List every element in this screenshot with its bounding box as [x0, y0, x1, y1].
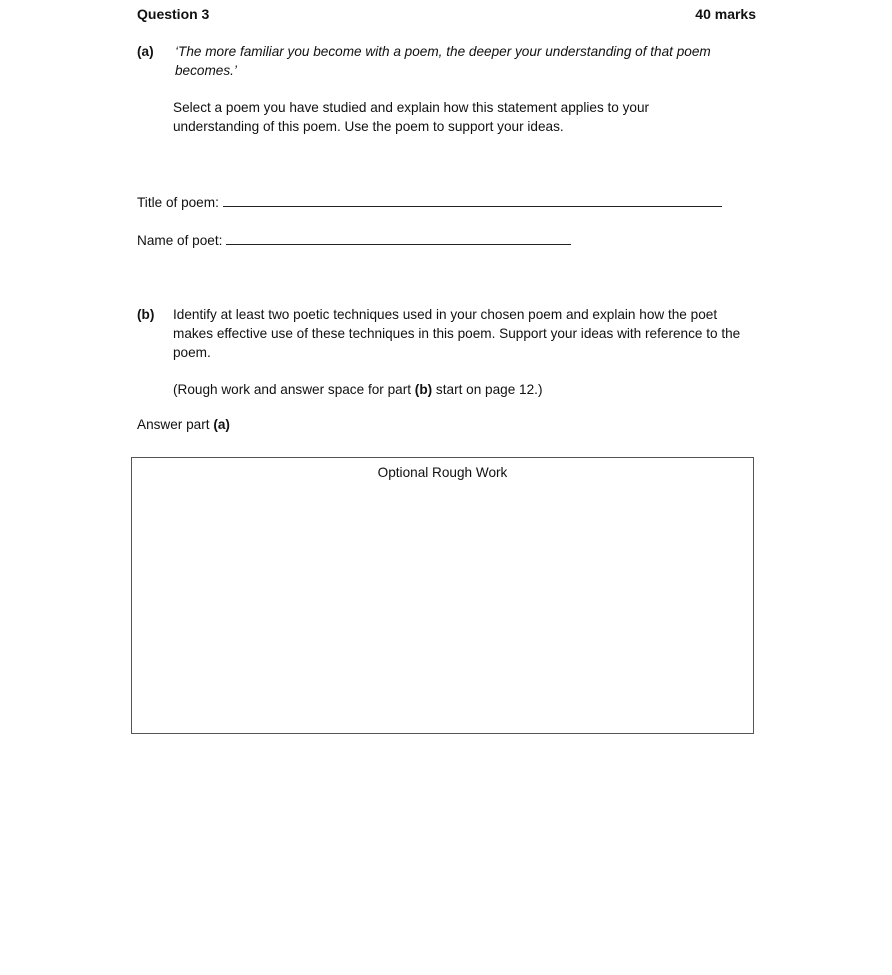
- name-of-poet-field[interactable]: [226, 230, 571, 245]
- part-b-label: (b): [137, 307, 155, 322]
- rough-work-box[interactable]: [131, 457, 754, 734]
- part-b-note: [173, 380, 543, 399]
- part-b-question: Identify at least two poetic techniques used in your chosen poem and explain how the poet makes effective use of these techniques in this poem. Support your ideas with reference to the poem.: [173, 307, 741, 360]
- part-b-note-prefix: (Rough work and answer space for part: [173, 382, 415, 397]
- title-of-poem-field[interactable]: [223, 192, 722, 207]
- title-of-poem-label: Title of poem:: [137, 195, 219, 210]
- answer-part-prefix: Answer part: [137, 417, 214, 432]
- part-a-label: (a): [137, 44, 154, 59]
- name-of-poet-row: [137, 230, 571, 250]
- name-of-poet-label: Name of poet:: [137, 233, 223, 248]
- title-of-poem-row: [137, 192, 722, 212]
- part-a-quote: ‘The more familiar you become with a poem, the deeper your understanding of that poem becomes.’: [175, 44, 711, 78]
- part-b-note-suffix: start on page 12.): [432, 382, 543, 397]
- answer-part-bold: (a): [213, 417, 230, 432]
- part-b-note-bold: (b): [414, 382, 433, 397]
- answer-part-label: [137, 415, 230, 434]
- rough-work-title: Optional Rough Work: [377, 465, 508, 480]
- marks-total: 40 marks: [695, 6, 756, 22]
- part-a-instruction: Select a poem you have studied and explain how this statement applies to your understanding of this poem. Use the poem to support your ideas.: [173, 100, 650, 134]
- question-heading: Question 3: [137, 6, 210, 22]
